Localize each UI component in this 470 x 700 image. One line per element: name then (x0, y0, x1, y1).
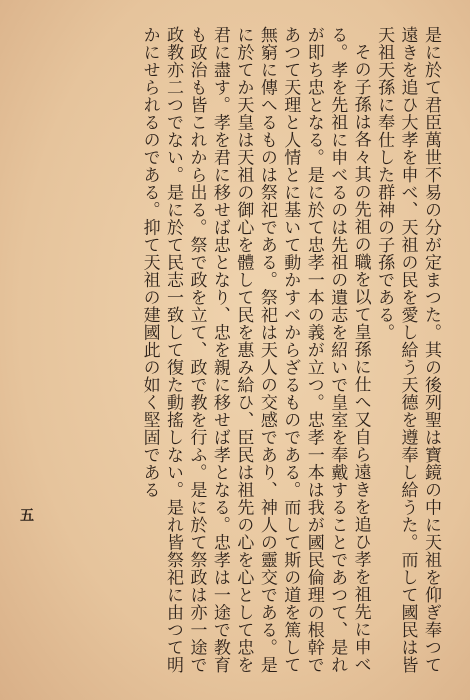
page-number: 五 (20, 508, 34, 524)
paragraph-2: その子孫は各々其の先祖の職を以て皇孫に仕へ又自ら遠きを追ひ孝を祖先に申べる。孝を先祖に申べるのは先祖の遺志を紹いで皇室を奉戴することであつて、是れが即ち忠となる。是に於て忠孝一本の義が立つ。忠孝一本は我が國民倫理の根幹であつて天理と人情とに基いて動かすべからざるものである。而して斯の道を篤して無窮に傳へるものは祭祀である。祭祀は天人の交感であり、神人の靈交である。是に於てか天皇は天祖の御心を體して民を惠み給ひ、臣民は祖先の心を心として忠を君に盡す。孝を君に移せば忠となり、忠を親に移せば孝となる。忠孝は一途で教育も政治も皆これから出る。祭で政を立て、政で教を行ふ。是に於て祭政は亦一途で政教亦二つでない。是に於て民志一致して復た動搖しない。是れ皆祭祀に由つて明かにせられるのである。抑て天祖の建國此の如く堅固である (139, 26, 371, 674)
vertical-text-body (44, 26, 442, 678)
paragraph-1: 是に於て君臣萬世不易の分が定まつた。其の後列聖は寶鏡の中に天祖を仰ぎ奉つて遠きを追ひ大孝を申べ、天祖の民を愛し給う天德を遵奉し給うた。而して國民は皆天祖天孫に奉仕した群神の子孫である。 (374, 26, 441, 674)
